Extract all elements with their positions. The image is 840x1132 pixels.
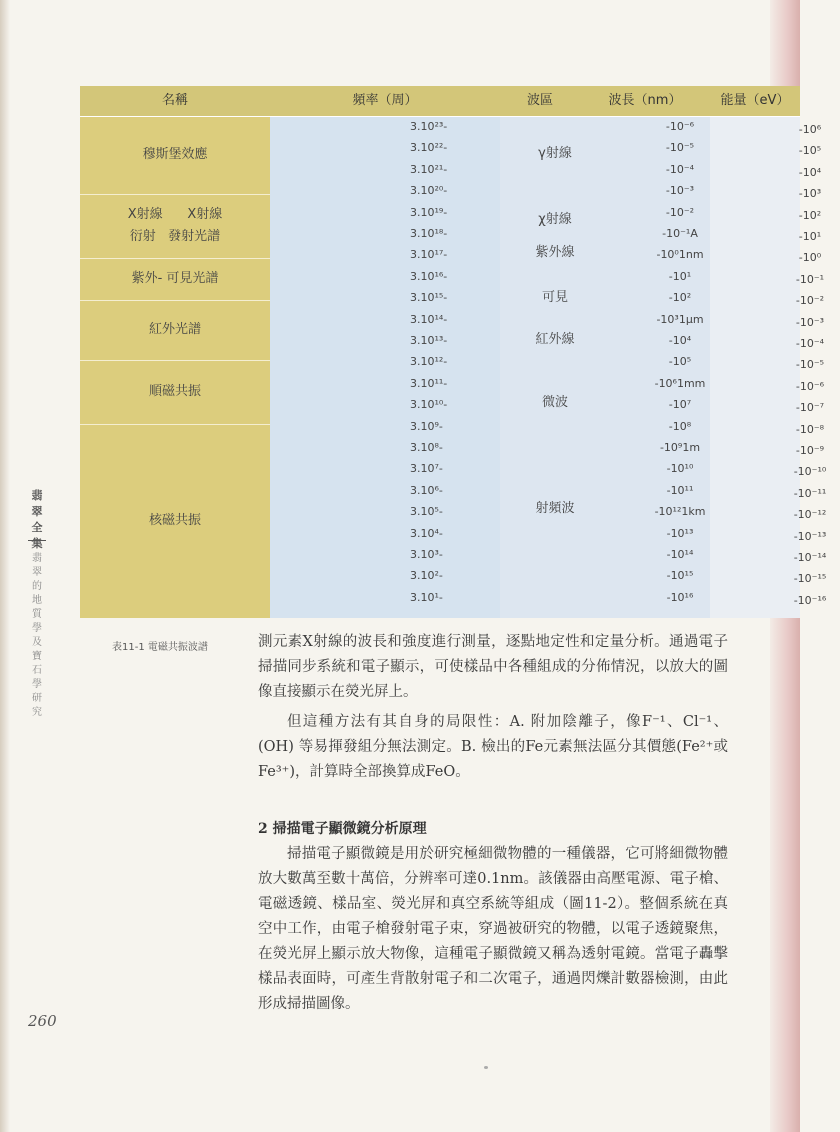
wavelength-value: -10⁸ xyxy=(668,419,692,433)
frequency-value: 3.10⁹- xyxy=(410,419,443,433)
wavelength-value: -10³1μm xyxy=(656,312,704,326)
frequency-value: 3.10⁵- xyxy=(410,505,443,519)
frequency-value: 3.10²³- xyxy=(410,120,448,133)
wavelength-value: -10¹⁴ xyxy=(666,548,694,561)
frequency-value: 3.10⁷- xyxy=(410,462,443,476)
energy-value: -10⁻¹⁰ xyxy=(793,465,827,479)
energy-value: -10² xyxy=(798,208,822,222)
energy-value: -10⁻¹ xyxy=(795,272,825,286)
wavelength-value: -10² xyxy=(668,291,692,305)
energy-value: -10⁻¹⁴ xyxy=(793,551,827,564)
frequency-value: 3.10³- xyxy=(410,548,443,561)
frequency-value: 3.10¹³- xyxy=(410,334,448,347)
frequency-value: 3.10¹¹- xyxy=(410,376,448,390)
band-label: 紅外線 xyxy=(535,332,575,347)
band-label: 射頻波 xyxy=(535,501,575,516)
band-column xyxy=(500,86,580,618)
sidebar-divider xyxy=(28,540,46,541)
energy-value: -10⁰ xyxy=(798,251,822,265)
table-caption: 表11-1 電磁共振波譜 xyxy=(112,642,208,653)
wavelength-value: -10¹⁵ xyxy=(666,569,694,583)
energy-value: -10⁶ xyxy=(798,123,822,136)
energy-value: -10⁻³ xyxy=(795,315,825,329)
smudge xyxy=(484,1066,488,1069)
paragraph: 掃描電子顯微鏡是用於研究極細微物體的一種儀器，它可將細微物體放大數萬至數十萬倍，分辨率可達0.1nm。該儀器由高壓電源、電子槍、電磁透鏡、樣品室、熒光屏和真空系統等組成（圖11-2）。整個系統在真空中工作，由電子槍發射電子束，穿過被研究的物體，以電子透鏡聚焦，在熒光屏上顯示放大物像，這種電子顯微鏡又稱為透射電鏡。當電子轟擊樣品表面時，可產生背散射電子和二次電子，通過閃爍計數器檢測，由此形成掃描圖像。 xyxy=(258,846,728,1012)
book-title: 翡翠全集 xyxy=(31,489,43,550)
energy-value: -10⁻¹³ xyxy=(793,529,827,543)
paragraph: 測元素X射線的波長和強度進行測量，逐點地定性和定量分析。通過電子掃描同步系統和電子顯示，可使樣品中各種組成的分佈情況，以放大的圖像直接顯示在熒光屏上。 xyxy=(258,634,728,700)
spectrum-table xyxy=(80,86,827,618)
energy-value: -10⁻² xyxy=(795,294,825,308)
wavelength-value: -10⁻⁶ xyxy=(665,120,695,133)
energy-value: -10⁻¹¹ xyxy=(793,486,827,500)
energy-value: -10⁵ xyxy=(798,144,822,158)
header-energy: 能量（eV） xyxy=(710,86,800,117)
wavelength-value: -10⁻⁴ xyxy=(665,162,695,176)
energy-value: -10⁻⁹ xyxy=(795,444,825,457)
frequency-value: 3.10²²- xyxy=(410,141,448,155)
energy-value: -10⁻¹² xyxy=(793,508,827,522)
header-frequency: 頻率（周） xyxy=(270,86,500,117)
wavelength-value: -10¹¹ xyxy=(666,483,694,497)
frequency-value: 3.10¹⁴- xyxy=(410,312,448,326)
frequency-value: 3.10²⁰- xyxy=(410,184,448,198)
energy-value: -10⁴ xyxy=(798,165,822,179)
frequency-value: 3.10⁴- xyxy=(410,526,443,540)
wavelength-value: -10¹²1km xyxy=(654,505,706,519)
name-cell: 順磁共振 xyxy=(80,360,270,425)
name-cell: 紫外- 可見光譜 xyxy=(80,258,270,301)
wavelength-value: -10⁹1m xyxy=(659,441,701,454)
wavelength-value: -10¹ xyxy=(668,269,692,283)
band-label: 可見 xyxy=(541,290,568,305)
wavelength-value: -10¹⁶ xyxy=(666,590,694,604)
header-wavelength: 波長（nm） xyxy=(580,86,710,117)
paragraph: 但這種方法有其自身的局限性：A. 附加陰離子，像F⁻¹、Cl⁻¹、(OH) 等易揮發組分無法測定。B. 檢出的Fe元素無法區分其價態(Fe²⁺或Fe³⁺)，計算時全部換算成FeO。 xyxy=(258,714,728,780)
name-cell: 紅外光譜 xyxy=(80,300,270,361)
wavelength-value: -10¹⁰ xyxy=(666,462,694,476)
band-label: 微波 xyxy=(541,395,568,410)
wavelength-value: -10¹³ xyxy=(666,526,694,540)
wavelength-value: -10⁵ xyxy=(668,355,692,369)
band-label: χ射線 xyxy=(538,212,572,227)
name-cell: 核磁共振 xyxy=(148,513,201,528)
wavelength-value: -10⁴ xyxy=(668,334,692,347)
frequency-value: 3.10²¹- xyxy=(410,162,448,176)
energy-value: -10⁻⁵ xyxy=(795,358,825,372)
energy-value: -10⁻⁸ xyxy=(795,422,825,436)
wavelength-value: -10⁻¹A xyxy=(662,227,698,240)
energy-value: -10⁻¹⁵ xyxy=(793,572,827,586)
frequency-value: 3.10¹⁸- xyxy=(410,227,448,240)
energy-value: -10⁻¹⁶ xyxy=(793,593,827,607)
frequency-value: 3.10¹²- xyxy=(410,355,448,369)
energy-value: -10⁻⁴ xyxy=(795,337,825,350)
name-cell: X射線 X射線 衍射 發射光譜 xyxy=(80,194,270,259)
book-subtitle: 翡翠的地質學及寶石學研究 xyxy=(32,553,42,718)
energy-value: -10³ xyxy=(798,187,822,201)
wavelength-value: -10⁻³ xyxy=(665,184,695,198)
page-gutter-shadow xyxy=(0,0,10,1132)
frequency-value: 3.10¹⁹- xyxy=(410,205,448,219)
frequency-value: 3.10⁸- xyxy=(410,441,443,454)
energy-value: -10⁻⁷ xyxy=(795,401,825,415)
frequency-value: 3.10¹⁵- xyxy=(410,291,448,305)
frequency-value: 3.10¹⁶- xyxy=(410,269,448,283)
section-heading: 2 掃描電子顯微鏡分析原理 xyxy=(258,821,427,837)
header-name: 名稱 xyxy=(80,86,270,117)
band-label: 紫外線 xyxy=(535,245,575,260)
wavelength-value: -10⁶1mm xyxy=(654,376,706,390)
energy-value: -10⁻⁶ xyxy=(795,379,825,393)
page-number: 260 xyxy=(28,1012,57,1030)
name-cell: 穆斯堡效應 xyxy=(80,116,270,195)
header-band: 波區 xyxy=(500,86,580,117)
frequency-value: 3.10¹⁷- xyxy=(410,248,448,262)
frequency-value: 3.10¹- xyxy=(410,590,443,604)
wavelength-value: -10⁻² xyxy=(665,205,695,219)
wavelength-value: -10⁷ xyxy=(668,398,692,412)
band-label: γ射線 xyxy=(538,146,572,161)
wavelength-value: -10⁻⁵ xyxy=(665,141,695,155)
wavelength-value: -10⁰1nm xyxy=(656,248,704,262)
frequency-value: 3.10²- xyxy=(410,569,443,583)
frequency-value: 3.10¹⁰- xyxy=(410,398,448,412)
frequency-value: 3.10⁶- xyxy=(410,483,443,497)
frequency-column xyxy=(270,86,500,618)
energy-value: -10¹ xyxy=(798,230,822,243)
